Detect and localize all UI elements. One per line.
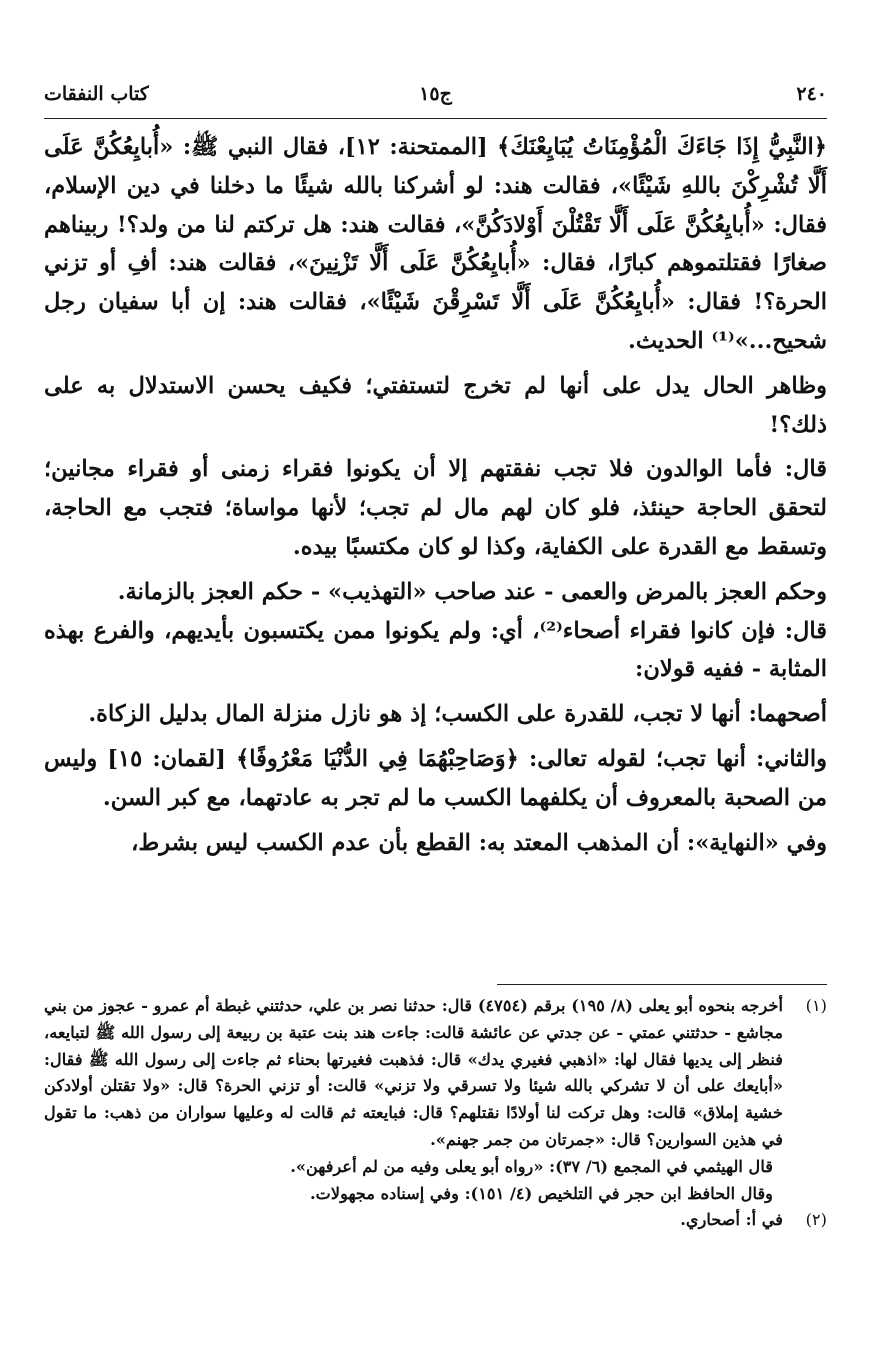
footnote-text: أخرجه بنحوه أبو يعلى (٨/ ١٩٥) برقم (٤٧٥٤) قال: حدثنا نصر بن علي، حدثتني غبطة أم عمرو - عجوز من بني مجاشع - حدثتني عمتي - عن جدتي عن عائشة قالت: جاءت هند بنت عتبة بن ربيعة إلى رسول الله ﷺ لتبايعه، فنظر إلى يديها فقال لها: «اذهبي فغيري يدك» قال: فذهبت فغيرتها بحناء ثم جاءت إلى رسول الله ﷺ فقال: «أبايعك على أن لا تشركي بالله شيئا ولا تسرقي ولا تزني» قالت: أو تزني الحرة؟ قال: «ولا تقتلن أولادكن خشية إملاق» قالت: وهل تركت لنا أولادًا نقتلهم؟ قال: فبايعته ثم قالت له وعليها سواران من ذهب: ما تقول في هذين السوارين؟ قال: «جمرتان من جمر جهنم». [44, 996, 783, 1149]
paragraph-parents: قال: فأما الوالدون فلا تجب نفقتهم إلا أن يكونوا فقراء زمنى أو فقراء مجانين؛ لتحقق الحاجة حينئذ، فلو كان لهم مال لم تجب؛ لأنها مواساة؛ فتجب مع الحاجة، وتسقط مع القدرة على الكفاية، وكذا لو كان مكتسبًا بيده. [44, 456, 827, 560]
paragraph-second-opinion: والثاني: أنها تجب؛ لقوله تعالى: ﴿وَصَاحِبْهُمَا فِي الدُّنْيَا مَعْرُوفًا﴾ [لقمان: ١٥] وليس من الصحبة بالمعروف أن يكلفهما الكسب ما لم تجر به عادتهما، مع كبر السن. [44, 745, 827, 811]
footnote-text: قال الهيثمي في المجمع (٦/ ٣٧): «رواه أبو يعلى وفيه من لم أعرفهن». [290, 1156, 773, 1176]
paragraph-healthy-poor: قال: فإن كانوا فقراء أصحاء⁽²⁾، أي: ولم يكونوا ممن يكتسبون بأيديهم، والفرع بهذه المثابة - ففيه قولان: [44, 617, 827, 683]
footnote-number: (٢) [805, 1210, 827, 1230]
footnote-number: (١) [805, 996, 827, 1015]
paragraph-hadith: ﴿النَّبِيُّ إِذَا جَاءَكَ الْمُؤْمِنَاتُ يُبَايِعْنَكَ﴾ [الممتحنة: ١٢]، فقال النبي ﷺ: «أُبايِعُكُنَّ عَلَى أَلَّا تُشْرِكْنَ باللهِ شَيْئًا»، فقالت هند: لو أشركنا بالله شيئًا ما دخلنا في دين الإسلام، فقال: «أُبايِعُكُنَّ عَلَى أَلَّا تَقْتُلْنَ أَوْلادَكُنَّ»، فقالت هند: هل تركتم لنا من ولد؟! ربيناهم صغارًا فقتلتموهم كبارًا، فقال: «أُبايِعُكُنَّ عَلَى أَلَّا تَزْنِينَ»، فقالت هند: أفِ أو تزني الحرة؟! فقال: «أُبايِعُكُنَّ عَلَى أَلَّا تَسْرِقْنَ شَيْئًا»، فقالت هند: إن أبا سفيان رجل شحيح...»⁽¹⁾ الحديث. [44, 134, 827, 354]
page-number: ٢٤٠ [796, 83, 827, 105]
footnote-1 [44, 993, 827, 1207]
paragraph-comment: وظاهر الحال يدل على أنها لم تخرج لتستفتي؛ فكيف يحسن الاستدلال به على ذلك؟! [44, 372, 827, 438]
header-divider [44, 118, 827, 119]
paragraph-disability: وحكم العجز بالمرض والعمى - عند صاحب «التهذيب» - حكم العجز بالزمانة. [117, 578, 827, 605]
footnote-text: في أ: أصحاري. [680, 1210, 783, 1230]
footnote-text: وقال الحافظ ابن حجر في التلخيص (٤/ ١٥١): وفي إسناده مجهولات. [310, 1183, 773, 1203]
footnote-divider [497, 984, 827, 985]
footnotes [44, 993, 827, 1234]
paragraph-nihaya: وفي «النهاية»: أن المذهب المعتد به: القطع بأن عدم الكسب ليس بشرط، [131, 829, 827, 856]
footnote-2 [44, 1207, 827, 1234]
page-header [44, 74, 827, 114]
book-title: كتاب النفقات [44, 83, 149, 105]
volume-number: ج١٥ [419, 83, 452, 105]
main-text [44, 128, 827, 862]
paragraph-first-opinion: أصحهما: أنها لا تجب، للقدرة على الكسب؛ إذ هو نازل منزلة المال بدليل الزكاة. [88, 701, 827, 728]
